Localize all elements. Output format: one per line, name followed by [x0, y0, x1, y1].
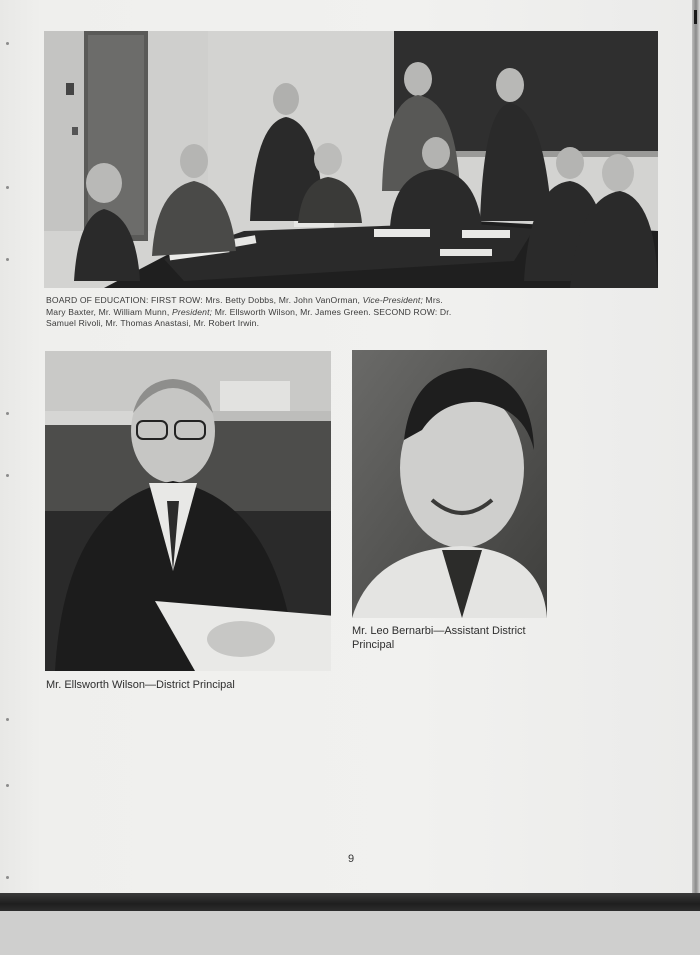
caption-segment: Vice-President; [362, 295, 423, 305]
page-edge [692, 0, 700, 893]
caption-segment: Mr. Ellsworth Wilson, Mr. James Green. SECOND ROW: Dr. Samuel Rivoli, Mr. Thomas Anastasi, Mr. Robert Irwin. [46, 306, 452, 329]
binding-shadow [0, 893, 700, 911]
bernarbi-portrait-photo [352, 350, 547, 618]
binder-mark [6, 412, 9, 415]
binder-mark [6, 42, 9, 45]
board-photo-caption [46, 295, 456, 330]
caption-segment: President; [171, 306, 213, 317]
caption-segment: Mrs. Mary Baxter, Mr. William Munn, [46, 295, 443, 317]
bernarbi-caption: Mr. Leo Bernarbi—Assistant District Principal [352, 625, 526, 651]
binder-mark [6, 784, 9, 787]
binder-mark [6, 474, 9, 477]
caption-segment: BOARD OF EDUCATION: FIRST ROW: Mrs. Betty Dobbs, Mr. John VanOrman, [46, 295, 363, 305]
wilson-portrait-photo [45, 351, 331, 671]
binder-mark [6, 258, 9, 261]
scan-background [0, 911, 700, 955]
binder-mark [6, 718, 9, 721]
wilson-caption: Mr. Ellsworth Wilson—District Principal [46, 679, 235, 691]
board-of-education-photo [44, 31, 658, 288]
binder-mark [6, 876, 9, 879]
binder-mark [6, 186, 9, 189]
page-number: 9 [347, 853, 355, 865]
